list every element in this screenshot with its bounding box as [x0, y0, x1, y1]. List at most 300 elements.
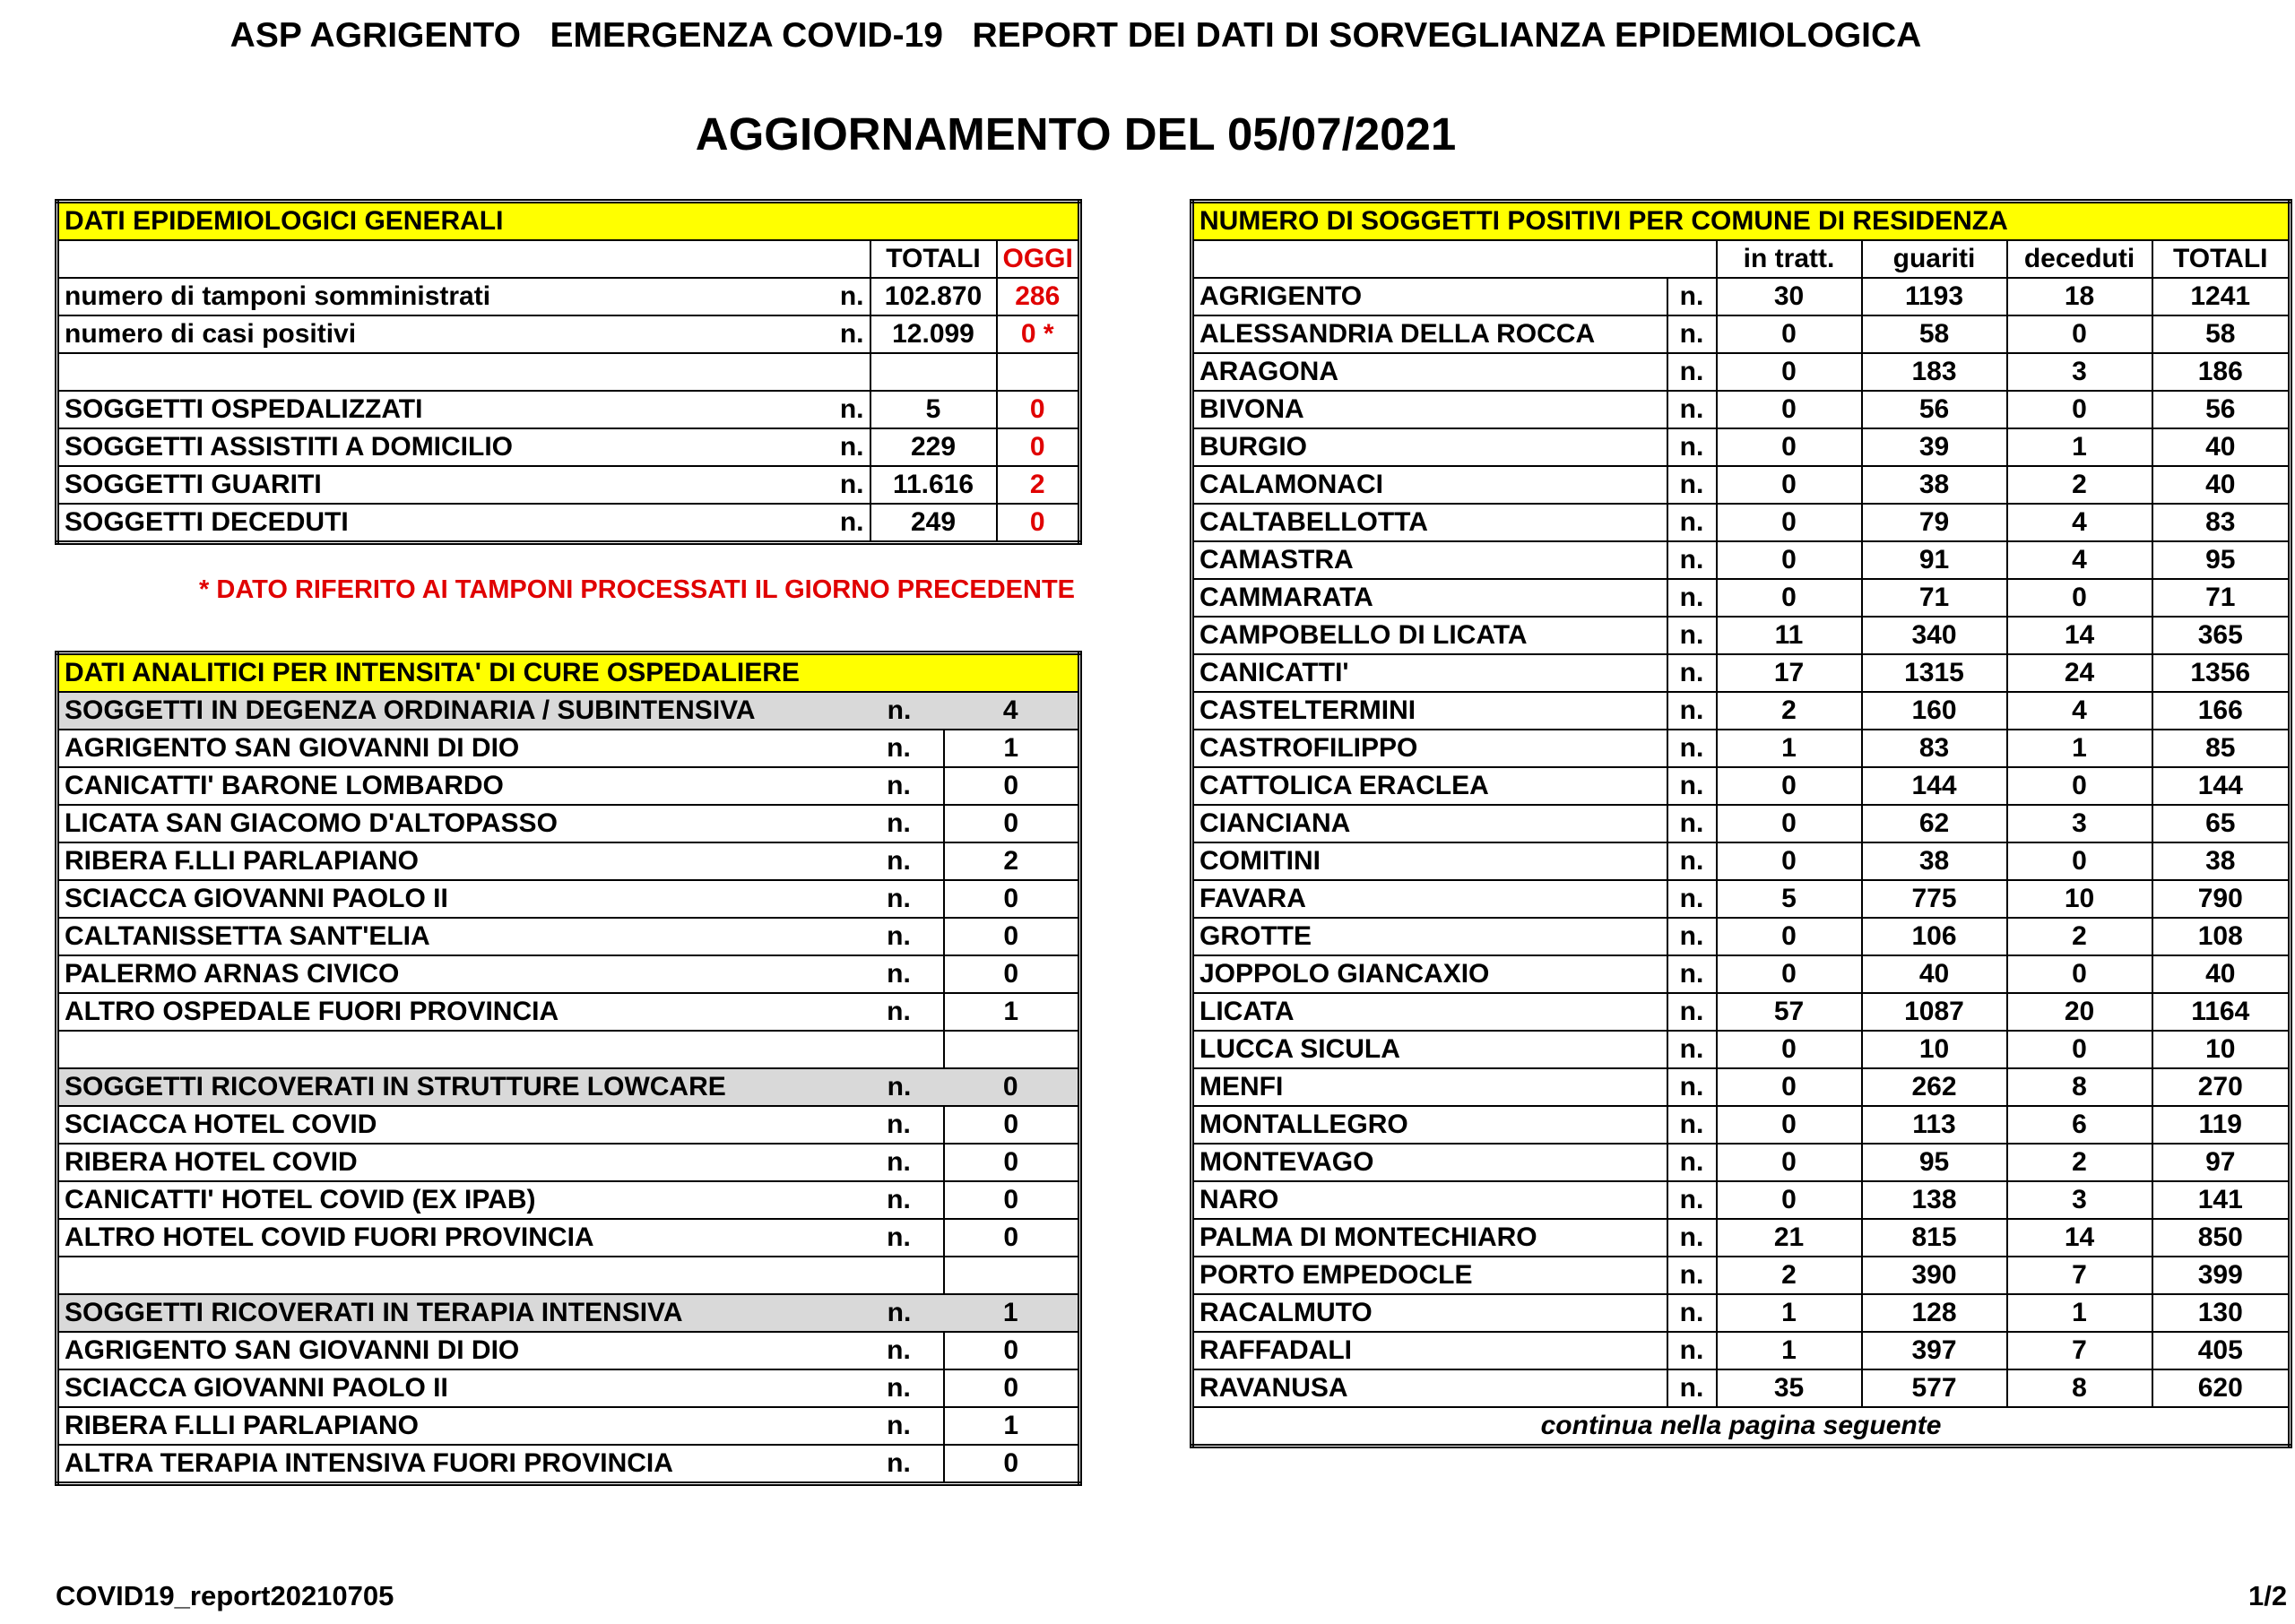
- general-blank-row: [57, 353, 1080, 391]
- comune-guariti: 775: [1862, 880, 2007, 918]
- hospital-item-row: [57, 1332, 1080, 1369]
- comune-name: LICATA: [1192, 993, 1667, 1031]
- continue-note: continua nella pagina seguente: [1192, 1407, 2291, 1447]
- hospital-item-row: [57, 1144, 1080, 1181]
- item-unit: n.: [855, 955, 944, 993]
- comune-deceduti: 3: [2007, 353, 2152, 391]
- hospital-item-row: [57, 767, 1080, 805]
- comune-in-tratt: 2: [1717, 692, 1862, 730]
- report-title: ASP AGRIGENTO EMERGENZA COVID-19 REPORT DEI DATI DI SORVEGLIANZA EPIDEMIOLOGICA: [230, 16, 1922, 55]
- comune-totali: 56: [2152, 391, 2291, 428]
- row-unit: n.: [815, 428, 870, 466]
- comune-in-tratt: 0: [1717, 767, 1862, 805]
- comune-unit: n.: [1667, 1106, 1717, 1144]
- comune-deceduti: 0: [2007, 315, 2152, 353]
- comune-in-tratt: 0: [1717, 579, 1862, 617]
- comune-deceduti: 0: [2007, 955, 2152, 993]
- col-header: in tratt.: [1717, 240, 1862, 278]
- comune-unit: n.: [1667, 1332, 1717, 1369]
- comune-name: CATTOLICA ERACLEA: [1192, 767, 1667, 805]
- comune-name: CASTELTERMINI: [1192, 692, 1667, 730]
- comune-row: [1192, 1294, 2291, 1332]
- item-value: 0: [944, 880, 1080, 918]
- comune-in-tratt: 57: [1717, 993, 1862, 1031]
- comune-row: [1192, 692, 2291, 730]
- comune-deceduti: 1: [2007, 1294, 2152, 1332]
- header-spacer: [1192, 240, 1717, 278]
- header-spacer: [57, 240, 870, 278]
- comune-in-tratt: 5: [1717, 880, 1862, 918]
- row-today: 2: [997, 466, 1080, 504]
- col-header: guariti: [1862, 240, 2007, 278]
- row-total: 11.616: [870, 466, 997, 504]
- comune-row: [1192, 955, 2291, 993]
- row-today: 0 *: [997, 315, 1080, 353]
- comune-totali: 97: [2152, 1144, 2291, 1181]
- item-value: 0: [944, 955, 1080, 993]
- group-title: SOGGETTI RICOVERATI IN TERAPIA INTENSIVA: [57, 1294, 855, 1332]
- hospital-item-row: [57, 993, 1080, 1031]
- comune-name: RAVANUSA: [1192, 1369, 1667, 1407]
- comune-guariti: 397: [1862, 1332, 2007, 1369]
- col-header-totali: TOTALI: [870, 240, 997, 278]
- comune-in-tratt: 0: [1717, 1106, 1862, 1144]
- comune-deceduti: 0: [2007, 579, 2152, 617]
- comune-unit: n.: [1667, 1257, 1717, 1294]
- item-value: 1: [944, 730, 1080, 767]
- item-label: CANICATTI' BARONE LOMBARDO: [57, 767, 855, 805]
- item-unit: n.: [855, 842, 944, 880]
- comune-unit: n.: [1667, 880, 1717, 918]
- comune-unit: n.: [1667, 541, 1717, 579]
- comune-guariti: 1315: [1862, 654, 2007, 692]
- group-unit: n.: [855, 1068, 944, 1106]
- comune-totali: 850: [2152, 1219, 2291, 1257]
- comune-row: [1192, 767, 2291, 805]
- comune-totali: 270: [2152, 1068, 2291, 1106]
- item-unit: n.: [855, 1181, 944, 1219]
- col-header-oggi: OGGI: [997, 240, 1080, 278]
- item-label: SCIACCA GIOVANNI PAOLO II: [57, 1369, 855, 1407]
- hospital-item-row: [57, 1445, 1080, 1484]
- hospital-item-row: [57, 1181, 1080, 1219]
- comune-deceduti: 3: [2007, 805, 2152, 842]
- comune-totali: 38: [2152, 842, 2291, 880]
- comune-guariti: 39: [1862, 428, 2007, 466]
- comune-guariti: 815: [1862, 1219, 2007, 1257]
- comune-guariti: 56: [1862, 391, 2007, 428]
- item-unit: n.: [855, 1332, 944, 1369]
- comune-guariti: 262: [1862, 1068, 2007, 1106]
- comune-unit: n.: [1667, 391, 1717, 428]
- comune-totali: 790: [2152, 880, 2291, 918]
- comune-totali: 40: [2152, 466, 2291, 504]
- comune-unit: n.: [1667, 993, 1717, 1031]
- item-label: RIBERA F.LLI PARLAPIANO: [57, 842, 855, 880]
- hospital-item-row: [57, 730, 1080, 767]
- comune-unit: n.: [1667, 278, 1717, 315]
- comune-guariti: 38: [1862, 842, 2007, 880]
- comune-in-tratt: 0: [1717, 315, 1862, 353]
- comune-totali: 141: [2152, 1181, 2291, 1219]
- comune-unit: n.: [1667, 654, 1717, 692]
- comune-deceduti: 4: [2007, 541, 2152, 579]
- comune-unit: n.: [1667, 504, 1717, 541]
- comune-in-tratt: 0: [1717, 466, 1862, 504]
- comune-deceduti: 3: [2007, 1181, 2152, 1219]
- comune-unit: n.: [1667, 767, 1717, 805]
- comune-row: [1192, 730, 2291, 767]
- comune-totali: 95: [2152, 541, 2291, 579]
- comune-in-tratt: 0: [1717, 541, 1862, 579]
- row-unit: n.: [815, 504, 870, 543]
- comune-unit: n.: [1667, 955, 1717, 993]
- comune-guariti: 390: [1862, 1257, 2007, 1294]
- item-label: RIBERA HOTEL COVID: [57, 1144, 855, 1181]
- row-label: numero di tamponi somministrati: [57, 278, 815, 315]
- item-value: 0: [944, 767, 1080, 805]
- comune-row: [1192, 1257, 2291, 1294]
- section-title: DATI ANALITICI PER INTENSITA' DI CURE OSPEDALIERE: [57, 653, 1080, 693]
- comune-row: [1192, 918, 2291, 955]
- comune-totali: 186: [2152, 353, 2291, 391]
- item-unit: n.: [855, 1445, 944, 1484]
- row-unit: n.: [815, 391, 870, 428]
- hospital-blank-row: [57, 1031, 1080, 1068]
- comune-row: [1192, 391, 2291, 428]
- comune-row: [1192, 428, 2291, 466]
- row-unit: n.: [815, 278, 870, 315]
- hospital-group-row: [57, 1294, 1080, 1332]
- group-title: SOGGETTI IN DEGENZA ORDINARIA / SUBINTENSIVA: [57, 692, 855, 730]
- comune-deceduti: 0: [2007, 1031, 2152, 1068]
- comune-guariti: 144: [1862, 767, 2007, 805]
- comune-deceduti: 0: [2007, 767, 2152, 805]
- blank-cell: [870, 353, 997, 391]
- comune-name: FAVARA: [1192, 880, 1667, 918]
- item-label: LICATA SAN GIACOMO D'ALTOPASSO: [57, 805, 855, 842]
- comune-guariti: 340: [1862, 617, 2007, 654]
- group-title: SOGGETTI RICOVERATI IN STRUTTURE LOWCARE: [57, 1068, 855, 1106]
- general-row: [57, 504, 1080, 543]
- comune-row: [1192, 654, 2291, 692]
- comune-unit: n.: [1667, 1068, 1717, 1106]
- comune-guariti: 40: [1862, 955, 2007, 993]
- item-unit: n.: [855, 880, 944, 918]
- item-value: 0: [944, 1445, 1080, 1484]
- comune-guariti: 91: [1862, 541, 2007, 579]
- item-unit: n.: [855, 1106, 944, 1144]
- comune-in-tratt: 35: [1717, 1369, 1862, 1407]
- section-title: NUMERO DI SOGGETTI POSITIVI PER COMUNE DI RESIDENZA: [1192, 202, 2291, 241]
- hospital-item-row: [57, 805, 1080, 842]
- comune-guariti: 95: [1862, 1144, 2007, 1181]
- row-today: 286: [997, 278, 1080, 315]
- item-label: RIBERA F.LLI PARLAPIANO: [57, 1407, 855, 1445]
- comune-name: GROTTE: [1192, 918, 1667, 955]
- general-row: [57, 428, 1080, 466]
- row-total: 12.099: [870, 315, 997, 353]
- comune-name: ARAGONA: [1192, 353, 1667, 391]
- item-value: 0: [944, 1181, 1080, 1219]
- general-header-row: [57, 240, 1080, 278]
- comune-deceduti: 8: [2007, 1369, 2152, 1407]
- comune-in-tratt: 1: [1717, 1332, 1862, 1369]
- hospital-item-row: [57, 880, 1080, 918]
- comune-deceduti: 7: [2007, 1332, 2152, 1369]
- item-label: SCIACCA HOTEL COVID: [57, 1106, 855, 1144]
- comune-row: [1192, 504, 2291, 541]
- comune-row: [1192, 1181, 2291, 1219]
- item-unit: n.: [855, 1369, 944, 1407]
- row-total: 102.870: [870, 278, 997, 315]
- comune-unit: n.: [1667, 315, 1717, 353]
- comune-deceduti: 14: [2007, 1219, 2152, 1257]
- hospital-item-row: [57, 1106, 1080, 1144]
- comune-totali: 40: [2152, 428, 2291, 466]
- row-today: 0: [997, 428, 1080, 466]
- comune-name: CANICATTI': [1192, 654, 1667, 692]
- item-label: CANICATTI' HOTEL COVID (EX IPAB): [57, 1181, 855, 1219]
- comune-in-tratt: 0: [1717, 805, 1862, 842]
- blank-cell: [944, 1257, 1080, 1294]
- group-value: 1: [944, 1294, 1080, 1332]
- row-label: SOGGETTI ASSISTITI A DOMICILIO: [57, 428, 815, 466]
- comune-deceduti: 10: [2007, 880, 2152, 918]
- comune-unit: n.: [1667, 617, 1717, 654]
- item-value: 0: [944, 1219, 1080, 1257]
- comune-in-tratt: 0: [1717, 842, 1862, 880]
- comune-row: [1192, 1106, 2291, 1144]
- comune-guariti: 1087: [1862, 993, 2007, 1031]
- comune-name: CAMASTRA: [1192, 541, 1667, 579]
- item-unit: n.: [855, 993, 944, 1031]
- comune-deceduti: 2: [2007, 466, 2152, 504]
- comune-name: LUCCA SICULA: [1192, 1031, 1667, 1068]
- comune-guariti: 1193: [1862, 278, 2007, 315]
- comune-deceduti: 6: [2007, 1106, 2152, 1144]
- comune-name: MONTEVAGO: [1192, 1144, 1667, 1181]
- row-unit: n.: [815, 466, 870, 504]
- comune-in-tratt: 0: [1717, 1031, 1862, 1068]
- hospital-title-row: [57, 653, 1080, 693]
- comune-row: [1192, 315, 2291, 353]
- comune-row: [1192, 842, 2291, 880]
- comune-guariti: 58: [1862, 315, 2007, 353]
- report-id: COVID19_report20210705: [56, 1580, 394, 1611]
- hospital-group-row: [57, 692, 1080, 730]
- comune-totali: 1356: [2152, 654, 2291, 692]
- general-note: * DATO RIFERITO AI TAMPONI PROCESSATI IL GIORNO PRECEDENTE: [199, 575, 1075, 604]
- item-label: PALERMO ARNAS CIVICO: [57, 955, 855, 993]
- item-unit: n.: [855, 730, 944, 767]
- item-label: AGRIGENTO SAN GIOVANNI DI DIO: [57, 730, 855, 767]
- comune-in-tratt: 11: [1717, 617, 1862, 654]
- comune-in-tratt: 1: [1717, 1294, 1862, 1332]
- report-update-date: AGGIORNAMENTO DEL 05/07/2021: [695, 108, 1457, 160]
- group-unit: n.: [855, 692, 944, 730]
- comune-name: PORTO EMPEDOCLE: [1192, 1257, 1667, 1294]
- comune-guariti: 62: [1862, 805, 2007, 842]
- comune-deceduti: 14: [2007, 617, 2152, 654]
- comune-name: BURGIO: [1192, 428, 1667, 466]
- item-value: 0: [944, 1369, 1080, 1407]
- comune-unit: n.: [1667, 466, 1717, 504]
- comune-name: PALMA DI MONTECHIARO: [1192, 1219, 1667, 1257]
- group-value: 0: [944, 1068, 1080, 1106]
- item-value: 0: [944, 918, 1080, 955]
- hospital-group-row: [57, 1068, 1080, 1106]
- blank-cell: [57, 353, 870, 391]
- item-unit: n.: [855, 918, 944, 955]
- hospital-item-row: [57, 918, 1080, 955]
- general-data-table: [55, 199, 1082, 545]
- hospital-item-row: [57, 1219, 1080, 1257]
- comuni-continue-row: [1192, 1407, 2291, 1447]
- comune-unit: n.: [1667, 692, 1717, 730]
- comune-row: [1192, 880, 2291, 918]
- row-label: SOGGETTI GUARITI: [57, 466, 815, 504]
- comune-totali: 65: [2152, 805, 2291, 842]
- comune-row: [1192, 1332, 2291, 1369]
- item-value: 1: [944, 1407, 1080, 1445]
- item-value: 0: [944, 1144, 1080, 1181]
- item-unit: n.: [855, 1407, 944, 1445]
- comune-deceduti: 0: [2007, 842, 2152, 880]
- comune-unit: n.: [1667, 918, 1717, 955]
- comune-deceduti: 1: [2007, 428, 2152, 466]
- comune-guariti: 38: [1862, 466, 2007, 504]
- item-unit: n.: [855, 1144, 944, 1181]
- hospital-data-table: [55, 651, 1082, 1486]
- comune-name: MONTALLEGRO: [1192, 1106, 1667, 1144]
- comune-unit: n.: [1667, 1294, 1717, 1332]
- comune-guariti: 128: [1862, 1294, 2007, 1332]
- comune-deceduti: 2: [2007, 1144, 2152, 1181]
- comune-row: [1192, 1031, 2291, 1068]
- comune-totali: 405: [2152, 1332, 2291, 1369]
- comune-row: [1192, 993, 2291, 1031]
- comune-totali: 10: [2152, 1031, 2291, 1068]
- comune-in-tratt: 0: [1717, 1181, 1862, 1219]
- page-number: 1/2: [2248, 1580, 2288, 1611]
- comune-in-tratt: 0: [1717, 1144, 1862, 1181]
- group-unit: n.: [855, 1294, 944, 1332]
- comune-row: [1192, 353, 2291, 391]
- comune-in-tratt: 2: [1717, 1257, 1862, 1294]
- hospital-item-row: [57, 955, 1080, 993]
- hospital-blank-row: [57, 1257, 1080, 1294]
- general-row: [57, 391, 1080, 428]
- item-unit: n.: [855, 1219, 944, 1257]
- comune-unit: n.: [1667, 805, 1717, 842]
- comune-in-tratt: 30: [1717, 278, 1862, 315]
- comune-guariti: 79: [1862, 504, 2007, 541]
- item-label: ALTRO HOTEL COVID FUORI PROVINCIA: [57, 1219, 855, 1257]
- comune-guariti: 160: [1862, 692, 2007, 730]
- comune-totali: 119: [2152, 1106, 2291, 1144]
- row-label: SOGGETTI DECEDUTI: [57, 504, 815, 543]
- comune-name: CALAMONACI: [1192, 466, 1667, 504]
- comune-deceduti: 7: [2007, 1257, 2152, 1294]
- comune-in-tratt: 0: [1717, 428, 1862, 466]
- comune-name: ALESSANDRIA DELLA ROCCA: [1192, 315, 1667, 353]
- blank-cell: [57, 1257, 944, 1294]
- comune-name: RAFFADALI: [1192, 1332, 1667, 1369]
- hospital-item-row: [57, 1369, 1080, 1407]
- blank-cell: [944, 1031, 1080, 1068]
- comune-name: CAMMARATA: [1192, 579, 1667, 617]
- item-value: 1: [944, 993, 1080, 1031]
- item-unit: n.: [855, 767, 944, 805]
- row-today: 0: [997, 391, 1080, 428]
- comune-name: CALTABELLOTTA: [1192, 504, 1667, 541]
- general-row: [57, 315, 1080, 353]
- comune-totali: 130: [2152, 1294, 2291, 1332]
- comune-totali: 83: [2152, 504, 2291, 541]
- comune-guariti: 71: [1862, 579, 2007, 617]
- comune-unit: n.: [1667, 842, 1717, 880]
- comune-totali: 399: [2152, 1257, 2291, 1294]
- item-label: CALTANISSETTA SANT'ELIA: [57, 918, 855, 955]
- comune-guariti: 106: [1862, 918, 2007, 955]
- comune-guariti: 577: [1862, 1369, 2007, 1407]
- comune-row: [1192, 1068, 2291, 1106]
- general-row: [57, 466, 1080, 504]
- comune-unit: n.: [1667, 353, 1717, 391]
- comune-deceduti: 18: [2007, 278, 2152, 315]
- row-total: 229: [870, 428, 997, 466]
- hospital-item-row: [57, 842, 1080, 880]
- comune-guariti: 10: [1862, 1031, 2007, 1068]
- comune-in-tratt: 0: [1717, 955, 1862, 993]
- blank-cell: [997, 353, 1080, 391]
- item-value: 0: [944, 805, 1080, 842]
- comune-row: [1192, 1144, 2291, 1181]
- comune-name: JOPPOLO GIANCAXIO: [1192, 955, 1667, 993]
- row-label: SOGGETTI OSPEDALIZZATI: [57, 391, 815, 428]
- comune-deceduti: 8: [2007, 1068, 2152, 1106]
- comune-unit: n.: [1667, 1369, 1717, 1407]
- comune-in-tratt: 1: [1717, 730, 1862, 767]
- item-label: AGRIGENTO SAN GIOVANNI DI DIO: [57, 1332, 855, 1369]
- comune-name: CIANCIANA: [1192, 805, 1667, 842]
- comune-unit: n.: [1667, 428, 1717, 466]
- comune-name: BIVONA: [1192, 391, 1667, 428]
- comune-row: [1192, 1369, 2291, 1407]
- comuni-title-row: [1192, 202, 2291, 241]
- comune-row: [1192, 541, 2291, 579]
- comune-deceduti: 4: [2007, 692, 2152, 730]
- item-value: 0: [944, 1106, 1080, 1144]
- hospital-item-row: [57, 1407, 1080, 1445]
- comune-totali: 620: [2152, 1369, 2291, 1407]
- comune-name: NARO: [1192, 1181, 1667, 1219]
- comune-deceduti: 20: [2007, 993, 2152, 1031]
- row-label: numero di casi positivi: [57, 315, 815, 353]
- comune-row: [1192, 466, 2291, 504]
- comune-row: [1192, 278, 2291, 315]
- comune-deceduti: 2: [2007, 918, 2152, 955]
- comune-deceduti: 4: [2007, 504, 2152, 541]
- comune-guariti: 183: [1862, 353, 2007, 391]
- comune-totali: 1164: [2152, 993, 2291, 1031]
- comune-in-tratt: 0: [1717, 1068, 1862, 1106]
- comune-deceduti: 1: [2007, 730, 2152, 767]
- comune-unit: n.: [1667, 579, 1717, 617]
- comune-name: RACALMUTO: [1192, 1294, 1667, 1332]
- comune-name: AGRIGENTO: [1192, 278, 1667, 315]
